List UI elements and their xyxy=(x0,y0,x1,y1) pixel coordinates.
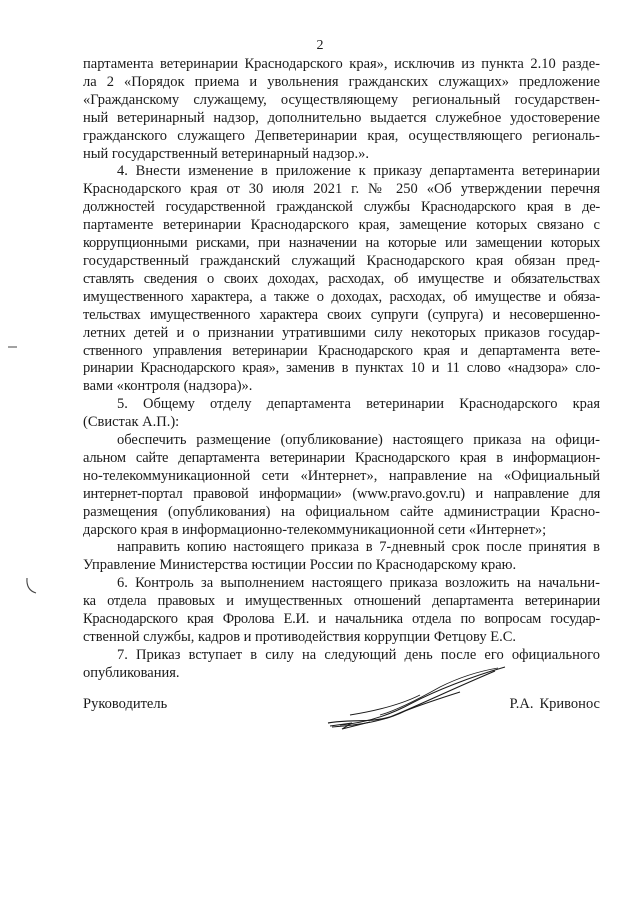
text-line: размещения (опубликования) на официальном сайте администрации Красно- xyxy=(83,503,600,520)
text-line: обеспечить размещение (опубликование) настоящего приказа на офици- xyxy=(117,432,600,449)
text-line: партамента ветеринарии Краснодарского края», исключив из пункта 2.10 разде- xyxy=(83,56,600,72)
text-line: ставлять сведения о своих доходах, расходах, об имуществе и обязательствах xyxy=(83,270,600,287)
text-line: 4. Внести изменение в приложение к приказу департамента ветеринарии xyxy=(117,163,600,180)
margin-hook-mark xyxy=(24,576,40,596)
text-line: ный государственный ветеринарный надзор.». xyxy=(83,145,370,162)
text-line: опубликования. xyxy=(83,664,180,681)
text-line: партаменте ветеринарии Краснодарского края, замещение которых связано с xyxy=(83,217,600,234)
text-line: летних детей и о признании утратившими силу некоторых приказов государ- xyxy=(83,324,600,341)
text-line: ринарии Краснодарского края», заменив в пунктах 10 и 11 слово «надзора» сло- xyxy=(83,360,600,377)
text-line: интернет-портал правовой информации» (www.pravo.gov.ru) и направление для xyxy=(83,485,600,502)
text-line: 7. Приказ вступает в силу на следующий день после его официального xyxy=(117,646,600,663)
text-line: ственной службы, кадров и противодействия коррупции Фетцову Е.С. xyxy=(83,629,517,645)
handwritten-signature xyxy=(320,665,520,745)
text-line: вами «контроля (надзора)». xyxy=(83,378,253,395)
text-line: Краснодарского края Фролова Е.И. и начальника отдела по вопросам государ- xyxy=(83,611,600,628)
text-line: направить копию настоящего приказа в 7-дневный срок после принятия в xyxy=(117,539,600,556)
text-line: 5. Общему отделу департамента ветеринарии Краснодарского края xyxy=(117,396,600,413)
text-line: альном сайте департамента ветеринарии Краснодарского края в информацион- xyxy=(83,449,600,466)
page-number: 2 xyxy=(316,38,324,53)
text-line: 6. Контроль за выполнением настоящего приказа возложить на начальни- xyxy=(117,575,600,592)
document-body xyxy=(83,56,600,683)
text-line: государственный гражданский служащий Краснодарского края обязан пред- xyxy=(83,252,600,269)
text-line: гражданского служащего Депветеринарии края, осуществляющего региональ- xyxy=(83,127,600,144)
text-line: тельствах имущественного характера своих супруги (супруга) и несовершенно- xyxy=(83,306,600,323)
signatory-surname: Кривонос xyxy=(539,696,600,712)
signature-block xyxy=(83,695,600,755)
signatory-name xyxy=(510,695,600,713)
text-line: дарского края в информационно-телекоммуникационной сети «Интернет»; xyxy=(83,521,547,538)
margin-dash-mark xyxy=(6,344,20,350)
text-line: должностей государственной гражданской службы Краснодарского края в де- xyxy=(83,199,600,216)
text-line: ный ветеринарный надзор, дополнительно выдается служебное удостоверение xyxy=(83,109,600,126)
text-line: коррупционными рисками, при назначении на которые или замещении которых xyxy=(83,235,600,252)
text-line: Управление Министерства юстиции России по Краснодарскому краю. xyxy=(83,557,517,574)
text-line: (Свистак А.П.): xyxy=(83,414,180,431)
text-line: имущественного характера, а также о доходах, расходах, об имуществе и обяза- xyxy=(83,288,600,305)
signatory-initials: Р.А. xyxy=(509,696,534,712)
text-line: ла 2 «Порядок приема и увольнения гражданских служащих» предложение xyxy=(83,73,600,90)
text-line: Краснодарского края от 30 июля 2021 г. № 250 «Об утверждении перечня xyxy=(83,181,600,198)
text-line: но-телекоммуникационной сети «Интернет», направление на «Официальный xyxy=(83,467,600,484)
text-line: ка отдела правовых и имущественных отношений департамента ветеринарии xyxy=(83,593,600,610)
text-line: ственного управления ветеринарии Краснодарского края и департамента вете- xyxy=(83,342,600,359)
text-line: «Гражданскому служащему, осуществляющему региональный государствен- xyxy=(83,91,600,108)
signatory-title: Руководитель xyxy=(83,696,168,712)
